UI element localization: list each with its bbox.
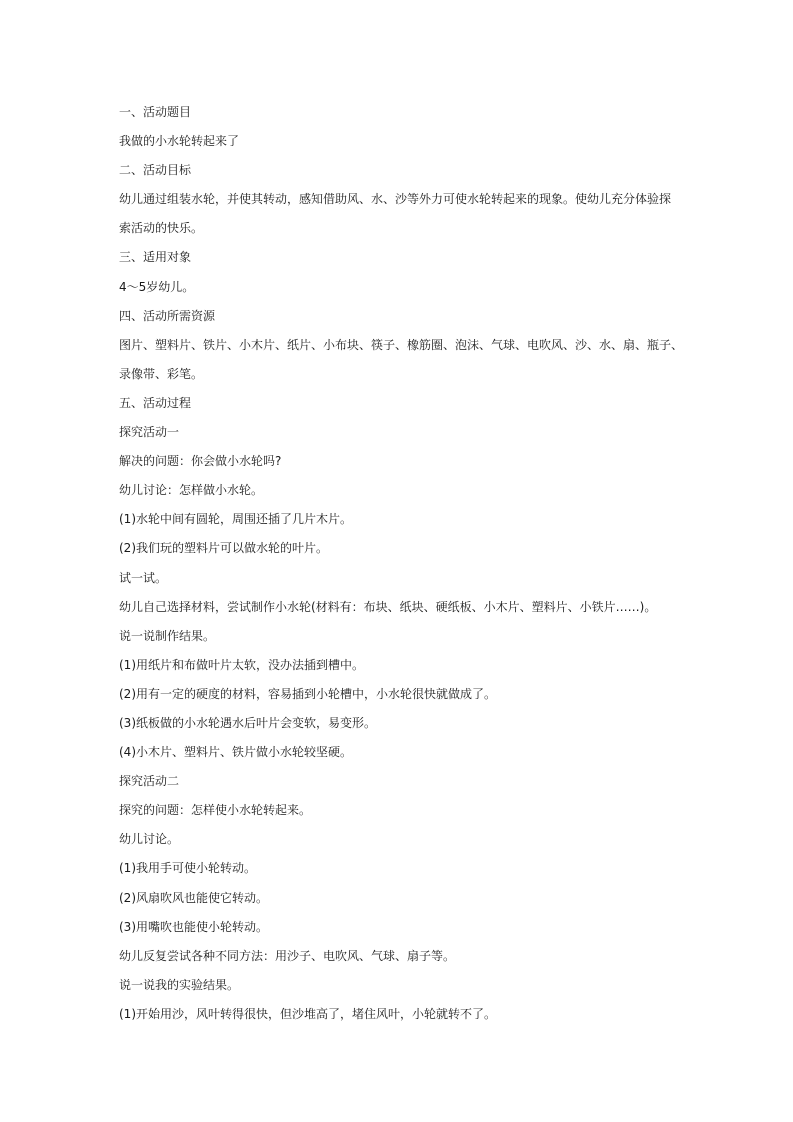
paragraph-line: 幼儿自己选择材料，尝试制作小水轮(材料有：布块、纸块、硬纸板、小木片、塑料片、小铁片……)。 (119, 599, 657, 614)
paragraph-line: 幼儿反复尝试各种不同方法：用沙子、电吹风、气球、扇子等。 (119, 948, 456, 963)
paragraph-line: 探究的问题：怎样使小水轮转起来。 (119, 803, 312, 818)
paragraph-line: 录像带、彩笔。 (119, 366, 204, 381)
list-item: (3)用嘴吹也能使小轮转动。 (119, 919, 268, 934)
list-item: (1)我用手可使小轮转动。 (119, 861, 256, 876)
subsection-heading: 探究活动二 (119, 774, 180, 789)
list-item: (1)水轮中间有圆轮，周围还插了几片木片。 (119, 512, 352, 527)
list-item: (2)风扇吹风也能使它转动。 (119, 890, 268, 905)
list-item: (4)小木片、塑料片、铁片做小水轮较坚硬。 (119, 745, 352, 760)
paragraph-line: 试一试。 (119, 570, 168, 585)
section-heading-5: 五、活动过程 (119, 395, 192, 410)
paragraph-line: 图片、塑料片、铁片、小木片、纸片、小布块、筷子、橡筋圈、泡沫、气球、电吹风、沙、水、扇、瓶子、 (119, 337, 684, 352)
paragraph-line: 幼儿讨论。 (119, 832, 180, 847)
list-item: (1)开始用沙，风叶转得很快，但沙堆高了，堵住风叶，小轮就转不了。 (119, 1006, 497, 1021)
paragraph-line: 幼儿讨论：怎样做小水轮。 (119, 483, 264, 498)
list-item: (2)用有一定的硬度的材料，容易插到小轮槽中，小水轮很快就做成了。 (119, 686, 497, 701)
section-heading-2: 二、活动目标 (119, 163, 192, 178)
section-heading-4: 四、活动所需资源 (119, 308, 216, 323)
subsection-heading: 探究活动一 (119, 425, 180, 440)
paragraph-line: 说一说制作结果。 (119, 628, 216, 643)
list-item: (3)纸板做的小水轮遇水后叶片会变软，易变形。 (119, 715, 376, 730)
activity-title: 我做的小水轮转起来了 (119, 134, 240, 149)
section-heading-1: 一、活动题目 (119, 105, 192, 119)
section-heading-3: 三、适用对象 (119, 250, 192, 265)
document-body (119, 102, 689, 1033)
paragraph-line: 幼儿通过组装水轮，并使其转动，感知借助风、水、沙等外力可使水轮转起来的现象。使幼儿充分体验探 (119, 192, 672, 207)
paragraph-line: 说一说我的实验结果。 (119, 977, 240, 992)
list-item: (1)用纸片和布做叶片太软，没办法插到槽中。 (119, 657, 364, 672)
list-item: (2)我们玩的塑料片可以做水轮的叶片。 (119, 541, 328, 556)
paragraph-line: 索活动的快乐。 (119, 221, 204, 236)
paragraph-line: 4～5岁幼儿。 (119, 279, 195, 294)
paragraph-line: 解决的问题：你会做小水轮吗? (119, 454, 282, 469)
